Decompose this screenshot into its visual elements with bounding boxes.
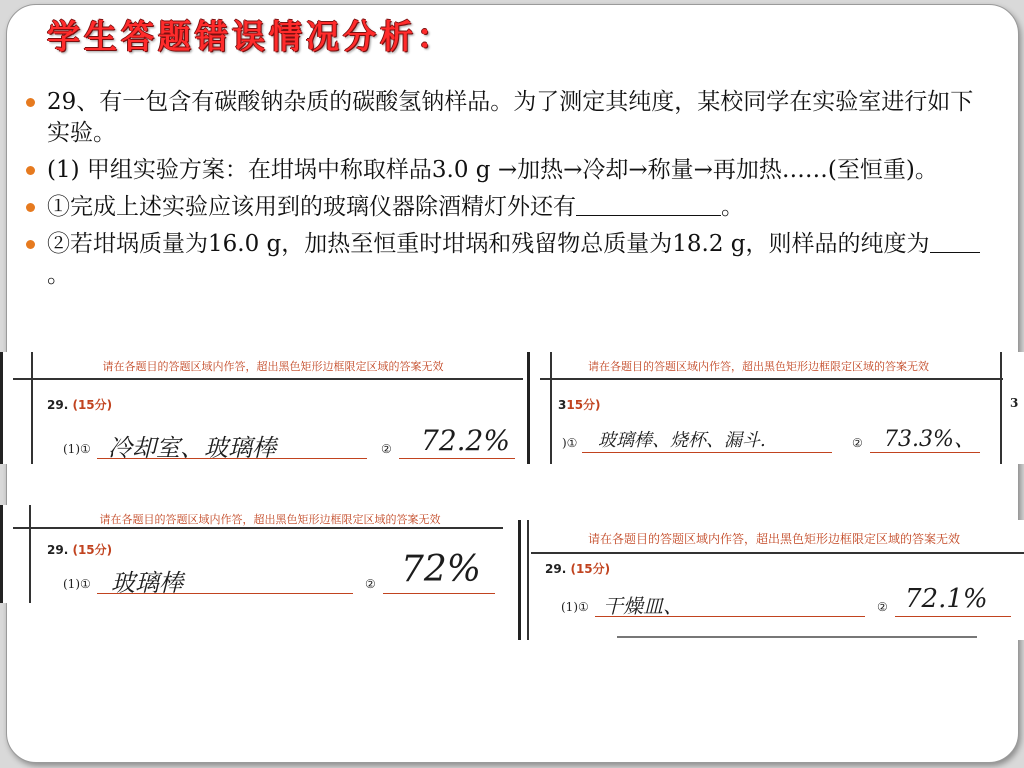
- sheet-rule: [13, 527, 503, 529]
- bullet-text-end: 。: [47, 262, 70, 288]
- question-number: 29. (15分): [47, 543, 113, 557]
- bullet-item: [23, 192, 983, 223]
- bullet-text: ②若坩埚质量为16.0 g，加热至恒重时坩埚和残留物总质量为18.2 g，则样品的纯度为: [47, 231, 930, 257]
- bullet-dot-icon: [26, 166, 35, 175]
- sheet-rule: [531, 552, 1024, 554]
- answer-sheet-scan: [527, 352, 1024, 464]
- handwritten-answer: 冷却室、玻璃棒: [108, 434, 276, 462]
- answer-blank: [576, 193, 721, 216]
- bullet-text-end: 。: [721, 194, 744, 220]
- answer-blank: [930, 230, 980, 253]
- answer-line: [895, 616, 1011, 617]
- slide-title: 学生答题错误情况分析：: [47, 17, 454, 56]
- handwritten-answer: 72.2%: [421, 424, 510, 457]
- question-points: 15分): [566, 398, 601, 412]
- answer-sheet-scan: [0, 505, 503, 603]
- sub-question-label: )①: [562, 436, 578, 450]
- question-number: 29. (15分): [47, 398, 113, 412]
- cropped-writing-fragment: [617, 636, 977, 638]
- answer-line: [383, 593, 495, 594]
- answer-sheet-scan: [0, 352, 523, 464]
- question-points: (15分): [570, 562, 611, 576]
- bullet-text: 29、有一包含有碳酸钠杂质的碳酸氢钠样品。为了测定其纯度，某校同学在实验室进行如下实验。: [47, 89, 974, 146]
- handwritten-answer: 72%: [401, 549, 482, 590]
- sheet-header-notice: 请在各题目的答题区域内作答，超出黑色矩形边框限定区域的答案无效: [102, 360, 444, 373]
- sub-question-label: ②: [877, 600, 888, 614]
- sheet-edge: [550, 352, 552, 464]
- sheet-edge: [29, 505, 31, 603]
- sub-question-label: (1)①: [63, 442, 91, 456]
- sheet-rule: [13, 378, 523, 380]
- bullet-text: ①完成上述实验应该用到的玻璃仪器除酒精灯外还有: [47, 194, 576, 220]
- answer-line: [399, 458, 515, 459]
- sub-question-label: ②: [381, 442, 392, 456]
- sub-question-label: ②: [852, 436, 863, 450]
- sheet-header-notice: 请在各题目的答题区域内作答，超出黑色矩形边框限定区域的答案无效: [587, 532, 960, 546]
- handwritten-answer: 玻璃棒、烧杯、漏斗.: [598, 430, 766, 451]
- sheet-rule: [540, 378, 1003, 380]
- side-question-number: 3: [1010, 396, 1019, 410]
- sub-question-label: (1)①: [561, 600, 589, 614]
- sheet-edge: [527, 520, 529, 640]
- bullet-dot-icon: [26, 240, 35, 249]
- sheet-header-notice: 请在各题目的答题区域内作答，超出黑色矩形边框限定区域的答案无效: [588, 360, 929, 373]
- bullet-item: [23, 155, 983, 186]
- bullet-text: (1) 甲组实验方案：在坩埚中称取样品3.0 g →加热→冷却→称量→再加热……(至恒重)。: [47, 157, 938, 183]
- sub-question-label: (1)①: [63, 577, 91, 591]
- handwritten-answer: 72.1%: [905, 584, 988, 614]
- question-points: (15分): [72, 398, 113, 412]
- bullet-item: [23, 229, 983, 291]
- answer-sheet-scan: [518, 520, 1024, 640]
- question-text-list: [23, 87, 983, 297]
- question-number: 29. (15分): [545, 562, 611, 576]
- handwritten-answer: 干燥皿、: [603, 594, 683, 618]
- bullet-item: [23, 87, 983, 149]
- handwritten-answer: 73.3%、: [884, 427, 976, 452]
- sheet-edge: [31, 352, 33, 464]
- question-points: (15分): [72, 543, 113, 557]
- handwritten-answer: 玻璃棒: [111, 569, 183, 597]
- bullet-dot-icon: [26, 203, 35, 212]
- sheet-edge: [1000, 352, 1002, 464]
- sub-question-label: ②: [365, 577, 376, 591]
- question-number: 315分): [558, 398, 601, 412]
- bullet-dot-icon: [26, 98, 35, 107]
- answer-line: [582, 452, 832, 453]
- sheet-header-notice: 请在各题目的答题区域内作答，超出黑色矩形边框限定区域的答案无效: [99, 513, 441, 526]
